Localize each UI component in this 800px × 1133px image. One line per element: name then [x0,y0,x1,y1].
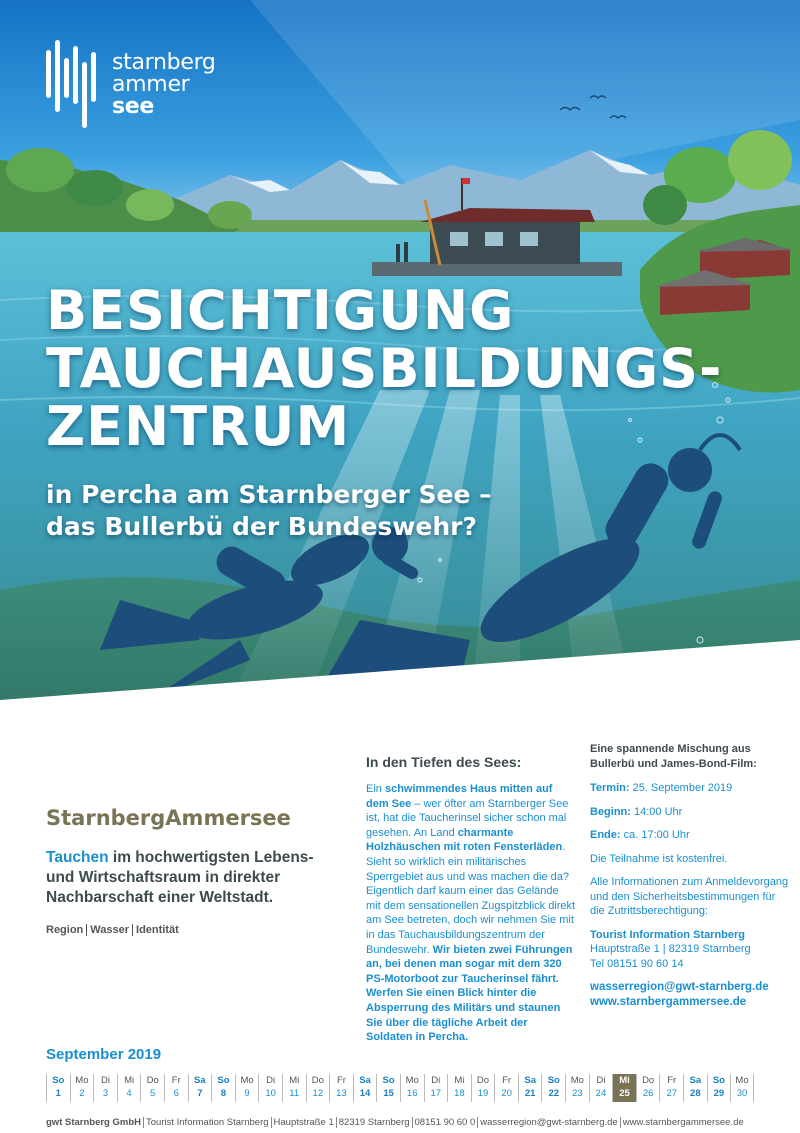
logo-line-1: starnberg [112,50,216,75]
calendar-date: 26 [642,1088,654,1099]
event-start-label: Beginn: [590,805,631,818]
calendar-date: 23 [572,1088,583,1099]
calendar-day [707,1074,731,1102]
description-text [366,782,576,1045]
calendar-weekday: Di [100,1075,110,1086]
event-end-value: ca. 17:00 Uhr [620,829,690,841]
calendar-day [636,1074,660,1102]
calendar-weekday: Fr [667,1075,677,1086]
calendar-date: 16 [406,1088,418,1099]
calendar-weekday: Mo [75,1075,89,1086]
calendar-day [518,1074,542,1102]
calendar-date: 7 [197,1088,203,1099]
calendar-day [565,1074,589,1102]
calendar-weekday: Do [146,1075,159,1086]
footer-item: 08151 90 60 0 [413,1117,479,1128]
event-end [590,828,790,843]
calendar-date: 27 [666,1088,678,1099]
logo-line-2: ammer [112,72,190,97]
description-bold-part: schwimmendes Haus mitten auf dem See [366,783,553,810]
calendar-date: 29 [713,1088,725,1099]
logo-line-3: see [112,94,155,119]
brand-claim [46,848,326,908]
event-details-heading: Eine spannende Mischung aus Bullerbü und James-Bond-Film: [590,743,757,770]
calendar-date: 25 [619,1088,630,1099]
logo-bars-icon [46,40,104,128]
calendar-weekday: So [382,1075,395,1086]
calendar-day [93,1074,117,1102]
calendar-weekday: Di [431,1075,441,1086]
brand-column [46,806,326,936]
footer-item: Tourist Information Starnberg [144,1117,272,1128]
calendar-day [282,1074,306,1102]
page-subtitle [46,479,646,543]
calendar-date: 1 [55,1088,61,1099]
starnberg-ammersee-logo [46,40,226,130]
calendar-date: 12 [312,1088,324,1099]
brand-tag: Identität [136,924,179,936]
calendar-day [376,1074,400,1102]
calendar-day [329,1074,353,1102]
calendar-weekday: Sa [194,1075,206,1086]
calendar-weekday: Fr [502,1075,512,1086]
description-text-part: – wer öfter am Starnberger See ist, hat die Taucherinsel sicher schon mal gesehen. An Land [366,797,569,839]
calendar-weekday: So [52,1075,65,1086]
brand-claim-highlight: Tauchen [46,849,109,866]
calendar-weekday: Sa [359,1075,371,1086]
calendar-weekday: So [547,1075,560,1086]
calendar-day [353,1074,377,1102]
title-line-1: BESICHTIGUNG [46,279,515,342]
calendar-weekday: Mi [454,1075,465,1086]
calendar-weekday: Do [642,1075,655,1086]
calendar-weekday: Sa [524,1075,536,1086]
calendar-day [258,1074,282,1102]
page-title [46,279,786,458]
footer-item: Hauptstraße 1 [272,1117,337,1128]
calendar-weekday: Fr [336,1075,346,1086]
calendar-day [235,1074,259,1102]
registration-info: Alle Informationen zum Anmeldevorgang und den Sicherheitsbestimmungen für die Zutrittsberechtigung: [590,876,789,917]
brand-title: StarnbergAmmersee [46,806,291,830]
footer-item: 82319 Starnberg [337,1117,413,1128]
calendar-weekday: Do [476,1075,490,1086]
calendar-day [730,1074,754,1102]
contact-address: Hauptstraße 1 | 82319 Starnberg [590,943,751,955]
calendar-day [541,1074,565,1102]
contact-email-link[interactable]: wasserregion@gwt-starnberg.de [590,981,769,993]
calendar-day [683,1074,707,1102]
calendar-date: 24 [595,1088,607,1099]
calendar-day [306,1074,330,1102]
description-text-part: Ein [366,783,385,795]
calendar-date: 10 [265,1088,276,1099]
calendar-strip [46,1074,754,1102]
calendar-date: 19 [477,1088,489,1099]
subtitle-line-1: in Percha am Starnberger See – [46,480,492,509]
calendar-date: 2 [79,1088,85,1099]
event-date-value: 25. September 2019 [629,782,733,794]
calendar-date: 13 [336,1088,347,1099]
calendar-weekday: So [712,1075,725,1086]
event-start [590,805,790,820]
brand-claim-text: im hochwertigsten Lebens- und Wirtschaftsraum in direkter Nachbarschaft einer Weltstadt. [46,849,314,906]
calendar-weekday: Sa [689,1075,702,1086]
calendar-day [471,1074,495,1102]
calendar-date: 14 [359,1088,371,1099]
brand-tags [46,924,326,936]
calendar-title: September 2019 [46,1046,162,1063]
calendar-weekday: Mi [619,1075,630,1086]
logo-wordmark [112,52,216,118]
contact-phone: Tel 08151 90 60 14 [590,957,684,970]
calendar-date: 17 [430,1088,442,1099]
calendar-weekday: Di [266,1075,276,1086]
calendar-weekday: Mo [240,1075,254,1086]
calendar-date: 9 [244,1088,250,1099]
calendar-weekday: So [217,1075,230,1086]
calendar-date: 28 [690,1088,701,1099]
calendar-date: 18 [454,1088,465,1099]
calendar-day [117,1074,141,1102]
footer-contact-line [46,1117,766,1128]
description-text-part: . Sieht so wirklich ein militärisches Sperrgebiet aus und was machen die da? Eigentlich darf kaum einer das Gelände mit dem sensationellen Zugspitzblick direkt am See betreten, doch wir nehmen Sie mit in das Tauchausbildungszentrum der Bundeswehr. [366,841,576,956]
footer-item: www.starnbergammersee.de [622,1117,744,1128]
calendar-day [46,1074,70,1102]
brand-tag: Wasser [87,924,133,936]
calendar-weekday: Mo [735,1075,749,1086]
calendar-weekday: Mo [405,1075,419,1086]
calendar-date: 22 [548,1088,560,1099]
calendar-date: 6 [173,1088,179,1099]
calendar-day [140,1074,164,1102]
calendar-date: 20 [501,1088,512,1099]
footer-item: gwt Starnberg GmbH [46,1117,144,1128]
description-bold-part: Wir bieten zwei Führungen an, bei denen man sogar mit dem 320 PS-Motorboot zur Taucherinsel fährt. Werfen Sie einen Blick hinter die Absperrung des Militärs und staunen Sie über die tägliche Arbeit der Soldaten in Percha. [366,943,573,1044]
calendar-day [188,1074,212,1102]
calendar-day-highlighted [612,1074,636,1102]
calendar-date: 3 [102,1088,109,1099]
calendar-weekday: Mo [570,1075,584,1086]
calendar-day [400,1074,424,1102]
event-free-note: Die Teilnahme ist kostenfrei. [590,852,728,865]
contact-organization: Tourist Information Starnberg [590,928,746,941]
event-start-value: 14:00 Uhr [630,805,683,818]
description-bold-part: charmante Holzhäuschen mit roten Fensterläden [366,826,563,854]
calendar-date: 5 [150,1088,156,1099]
calendar-date: 11 [289,1088,300,1099]
event-date [590,781,790,796]
calendar-weekday: Mi [124,1075,135,1086]
calendar-date: 15 [383,1088,394,1099]
calendar-weekday: Di [596,1075,606,1086]
calendar-weekday: Mi [289,1075,300,1086]
event-end-label: Ende: [590,829,621,841]
footer-item: wasserregion@gwt-starnberg.de [478,1117,620,1128]
calendar-day [494,1074,518,1102]
calendar-date: 21 [524,1088,536,1099]
calendar-date: 8 [220,1088,227,1099]
calendar-weekday: Do [311,1075,324,1086]
calendar-day [589,1074,613,1102]
title-line-2: TAUCHAUSBILDUNGS- [46,337,723,400]
calendar-day [70,1074,94,1102]
description-column [366,754,576,1045]
brand-tag: Region [46,924,87,936]
calendar-weekday: Fr [171,1075,181,1086]
calendar-day [447,1074,471,1102]
calendar-day [424,1074,448,1102]
website-link[interactable]: www.starnbergammersee.de [590,996,747,1008]
title-line-3: ZENTRUM [46,395,351,458]
event-date-label: Termin: [590,782,630,794]
subtitle-line-2: das Bullerbü der Bundeswehr? [46,512,477,541]
calendar-date: 4 [126,1088,132,1099]
description-heading: In den Tiefen des Sees: [366,754,522,770]
event-details-column [590,742,790,1010]
calendar-day [659,1074,683,1102]
calendar-day [164,1074,188,1102]
calendar-date: 30 [736,1088,748,1099]
calendar-day [211,1074,235,1102]
